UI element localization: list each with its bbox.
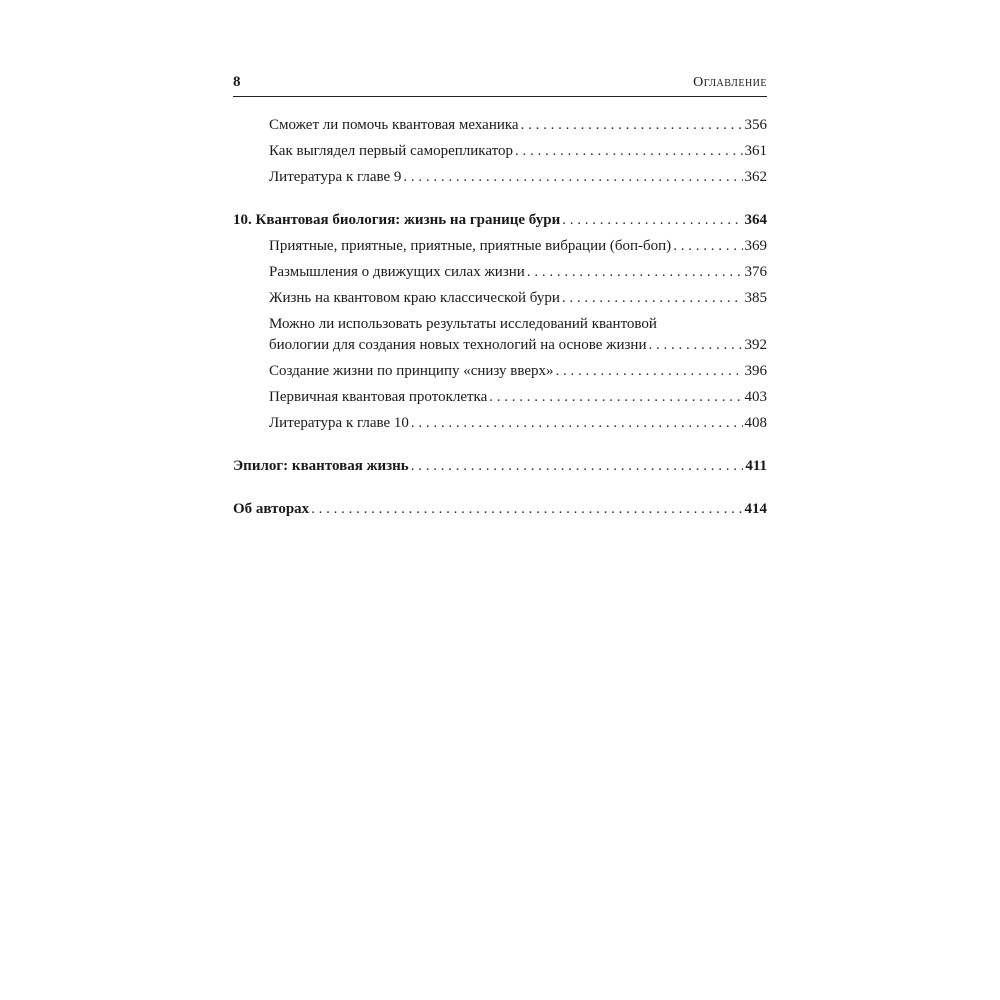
toc-entry-title: Литература к главе 9 <box>269 169 402 185</box>
dot-leader <box>673 236 742 257</box>
toc-chapter-entry[interactable] <box>233 456 767 477</box>
toc-entry[interactable] <box>233 413 767 434</box>
toc-entry[interactable] <box>233 361 767 382</box>
dot-leader <box>411 413 743 434</box>
toc-entry-page: 411 <box>745 458 767 474</box>
toc-entry-page: 369 <box>744 238 767 254</box>
dot-leader <box>562 288 743 309</box>
toc-entry-title: Размышления о движущих силах жизни <box>269 264 525 280</box>
dot-leader <box>648 335 742 356</box>
dot-leader <box>562 210 742 231</box>
page-header <box>233 74 767 97</box>
dot-leader <box>527 262 743 283</box>
book-page <box>233 74 767 525</box>
toc-chapter-title: Эпилог: квантовая жизнь <box>233 458 409 474</box>
dot-leader <box>556 361 743 382</box>
toc-entry-page: 408 <box>744 415 767 431</box>
toc-chapter-title: 10. Квантовая биология: жизнь на границе бури <box>233 212 561 228</box>
toc-chapter-entry[interactable] <box>233 499 767 520</box>
toc-entry[interactable] <box>233 387 767 408</box>
toc-entry[interactable] <box>233 236 767 257</box>
toc-entry-page: 385 <box>744 290 767 306</box>
toc-entry-page: 356 <box>744 117 767 133</box>
table-of-contents <box>233 115 767 520</box>
toc-entry-page: 362 <box>744 169 767 185</box>
toc-entry-title: Жизнь на квантовом краю классической бури <box>269 290 560 306</box>
toc-entry-page: 392 <box>744 337 767 353</box>
toc-entry-title: Литература к главе 10 <box>269 415 409 431</box>
page-number: 8 <box>233 74 241 90</box>
toc-entry-page: 376 <box>744 264 767 280</box>
dot-leader <box>489 387 742 408</box>
dot-leader <box>521 115 743 136</box>
toc-entry[interactable] <box>233 262 767 283</box>
toc-entry-title: Создание жизни по принципу «снизу вверх» <box>269 363 554 379</box>
toc-entry[interactable] <box>233 167 767 188</box>
dot-leader <box>411 456 744 477</box>
toc-entry-title: Приятные, приятные, приятные, приятные вибрации (боп-боп) <box>269 238 672 254</box>
toc-entry-title-line2: биологии для создания новых технологий на основе жизни <box>269 337 647 353</box>
toc-entry-title: Как выглядел первый саморепликатор <box>269 143 513 159</box>
toc-chapter-entry[interactable] <box>233 210 767 231</box>
toc-entry[interactable] <box>233 141 767 162</box>
toc-entry-page: 364 <box>744 212 767 228</box>
toc-entry-page: 396 <box>744 363 767 379</box>
toc-entry-page: 403 <box>744 389 767 405</box>
toc-entry-title-line1: Можно ли использовать результаты исследований квантовой <box>269 316 657 332</box>
toc-entry-title: Сможет ли помочь квантовая механика <box>269 117 519 133</box>
toc-entry-page: 361 <box>744 143 767 159</box>
toc-entry[interactable] <box>233 288 767 309</box>
dot-leader <box>403 167 742 188</box>
toc-entry[interactable] <box>233 115 767 136</box>
dot-leader <box>311 499 742 520</box>
running-title: Оглавление <box>693 75 767 90</box>
toc-entry-title: Первичная квантовая протоклетка <box>269 389 488 405</box>
dot-leader <box>515 141 743 162</box>
toc-entry-page: 414 <box>744 501 767 517</box>
toc-chapter-title: Об авторах <box>233 501 310 517</box>
toc-entry[interactable] <box>233 314 767 356</box>
